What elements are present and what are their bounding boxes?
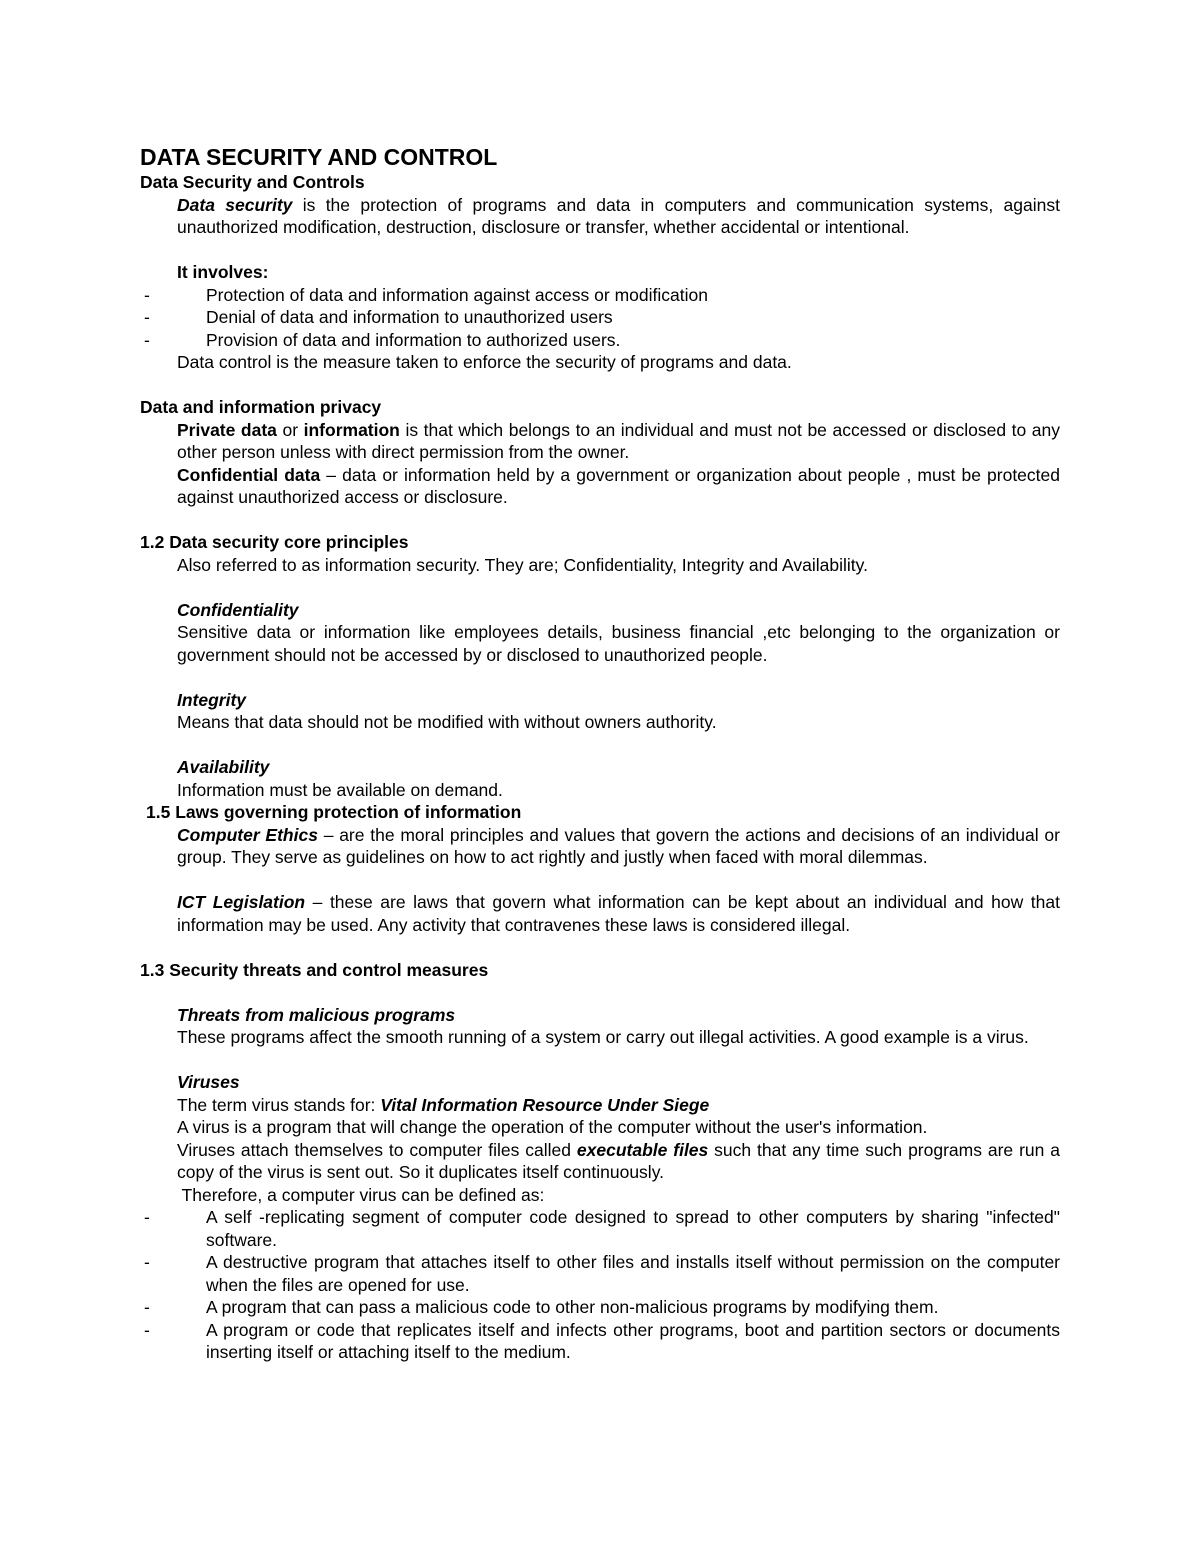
list-item [140,284,1060,307]
data-control-text: Data control is the measure taken to enforce the security of programs and data. [177,352,792,372]
list-item [140,1296,1060,1319]
definition-text: is the protection of programs and data in computers and communication systems, against unauthorized modification, destruction, disclosure or transfer, whether accidental or intentional. [177,194,1060,237]
section-heading-threats: 1.3 Security threats and control measures [140,959,489,980]
term-private-data: Private data [177,419,277,440]
term-information: information [303,419,400,440]
section-heading-laws: 1.5 Laws governing protection of information [146,802,522,822]
virus-acronym: Vital Information Resource Under Siege [380,1094,710,1115]
dash-bullet-icon: - [144,1297,150,1317]
subheading-confidentiality: Confidentiality [177,599,299,620]
dash-bullet-icon: - [144,1207,150,1227]
therefore-line: Therefore, a computer virus can be defined as: [177,1184,545,1205]
section-heading-data-security: Data Security and Controls [140,172,365,192]
computer-ethics-paragraph [177,824,1060,869]
private-data-text: is that which belongs to an individual and must not be accessed or disclosed to any other person unless with direct permission from the owner. [177,419,1060,462]
list-item [140,1206,1060,1251]
section-body-laws [177,824,1060,937]
term-ict-legislation: ICT Legislation [177,892,306,912]
confidential-data-text: – data or information held by a government or organization about people , must be protected against unauthorized access or disclosure. [177,464,1060,507]
list-item-text: A program or code that replicates itself and infects other programs, boot and partition sectors or documents inserting itself or attaching itself to the medium. [206,1319,1060,1362]
computer-ethics-text: – are the moral principles and values that govern the actions and decisions of an individual or group. They serve as guidelines on how to act rightly and justly when faced with moral dilemmas. [177,824,1060,867]
involves-label [177,261,1060,284]
data-security-definition [177,194,1060,239]
virus-definitions-list [140,1206,1060,1364]
malicious-programs-text: These programs affect the smooth running of a system or carry out illegal activities. A good example is a virus. [177,1027,1029,1047]
list-item-text: A program that can pass a malicious code to other non-malicious programs by modifying them. [206,1297,939,1317]
list-item-text: Denial of data and information to unauthorized users [206,307,613,327]
core-principles-intro: Also referred to as information security. They are; Confidentiality, Integrity and Availability. [177,554,868,575]
connector-text: or [276,419,304,440]
dash-bullet-icon: - [144,329,150,350]
virus-definition-1: A virus is a program that will change the operation of the computer without the user's information. [177,1117,928,1137]
section-body-data-security [144,194,1060,374]
subheading-malicious-programs: Threats from malicious programs [177,1004,456,1025]
list-item-text: Protection of data and information against access or modification [206,284,708,305]
list-item-text: A destructive program that attaches itself to other files and installs itself without permission on the computer when the files are opened for use. [206,1252,1060,1295]
involves-list [140,284,1060,352]
list-item [140,306,1060,329]
list-item [140,1251,1060,1296]
availability-text: Information must be available on demand. [177,779,503,800]
subheading-availability: Availability [177,757,270,777]
term-confidential-data: Confidential data [177,464,321,485]
section-body-privacy [177,419,1060,509]
list-item [140,329,1060,352]
dash-bullet-icon: - [144,284,150,305]
list-item-text: A self -replicating segment of computer code designed to spread to other computers by sharing "infected" software. [206,1207,1060,1250]
virus-def2-text-b: such that any time such programs are run a copy of the virus is sent out. So it duplicates itself continuously. [177,1139,1060,1182]
ict-legislation-paragraph [177,891,1060,936]
virus-acronym-lead: The term virus stands for: [177,1094,381,1115]
confidentiality-text: Sensitive data or information like employees details, business financial ,etc belonging to the organization or government should not be accessed by or disclosed to unauthorized people. [177,622,1060,665]
term-data-security: Data security [177,194,293,215]
dash-bullet-icon: - [144,307,150,327]
integrity-text: Means that data should not be modified with without owners authority. [177,712,717,732]
section-body-threats [144,981,1060,1364]
private-data-paragraph [177,419,1060,464]
subheading-viruses: Viruses [177,1072,240,1092]
ict-legislation-text: – these are laws that govern what information can be kept about an individual and how that information may be used. Any activity that contravenes these laws is considered illegal. [177,892,1060,935]
confidential-data-paragraph [177,464,1060,509]
dash-bullet-icon: - [144,1319,150,1340]
document-page [140,143,1060,1364]
dash-bullet-icon: - [144,1252,150,1272]
virus-definition-2 [177,1139,1060,1184]
subheading-integrity: Integrity [177,689,247,710]
list-item [140,1319,1060,1364]
term-computer-ethics: Computer Ethics [177,824,318,845]
term-executable-files: executable files [576,1139,709,1160]
section-heading-privacy: Data and information privacy [140,397,382,417]
document-title: DATA SECURITY AND CONTROL [140,144,498,170]
virus-def2-text-a: Viruses attach themselves to computer files called [177,1139,577,1160]
section-body-core-principles [177,554,1060,802]
section-heading-core-principles: 1.2 Data security core principles [140,532,409,552]
list-item-text: Provision of data and information to authorized users. [206,329,621,350]
virus-acronym-line [177,1094,1060,1117]
involves-label-text: It involves: [177,262,269,282]
